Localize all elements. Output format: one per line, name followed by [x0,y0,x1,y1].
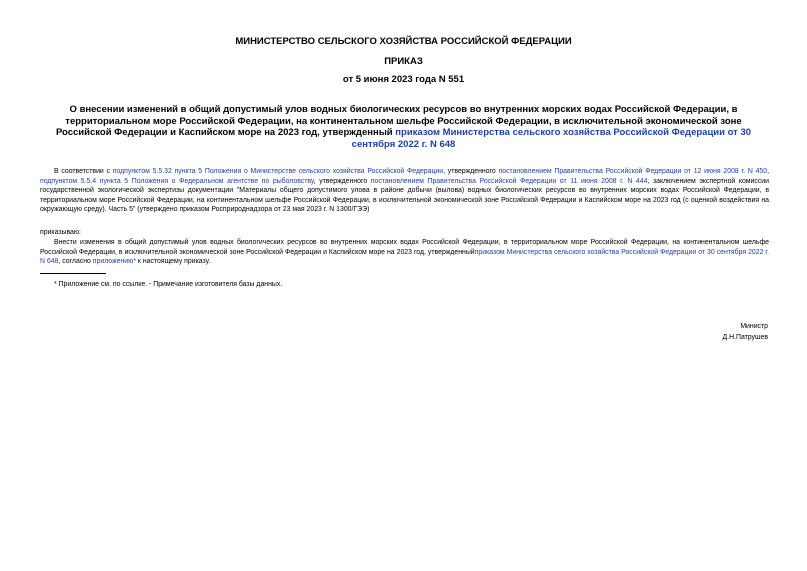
signature-block [723,322,768,343]
preamble-link-ministry-regulation[interactable]: подпунктом 5.5.32 пункта 5 Положения о Министерстве сельского хозяйства Российской Федерации [112,168,444,175]
directive-paragraph [40,238,769,267]
preamble-text-2: , утвержденного [443,168,499,175]
directive-text-3: к настоящему приказу. [136,258,211,266]
title-order-link[interactable]: приказом Министерства сельского хозяйства Российской Федерации от 30 сентября 2022 г. N 648 [351,127,752,150]
directive-text-1: Внести изменения в общий допустимый улов водных биологических ресурсов во внутренних морских водах Российской Федерации, в территориальном море Российской Федерации, на континентальном шельфе Российской Федерации, в исключительной экономической зоне Российской Федерации и Каспийском море на 2023 год, утвержденный [40,239,769,256]
preamble-text-5: , заключением экспертной комиссии государственной экологической экспертизы документации "Материалы общего допустимого улова в районе добычи (вылова) водных биологических ресурсов во внутренних морских водах Российской Федерации, в территориальном море Российской Федерации, на континентальном шельфе Российской Федерации, в исключительной экономической зоне Российской Федерации и Каспийском море на 2023 год (с оценкой воздействия на окружающую среду). Часть 5" (утверждено приказом Росприроднадзора от 23 мая 2023 г. N 1300/ГЭЭ) [40,177,769,214]
preamble-link-agency-regulation[interactable]: подпунктом 5.5.4 пункта 5 Положения о Федеральном агентстве по рыболовству [40,177,314,185]
preamble-link-resolution-444[interactable]: постановлением Правительства Российской Федерации от 11 июня 2008 г. N 444 [370,177,648,185]
directive-link-appendix[interactable]: приложению* [92,258,137,266]
signature-position: Министр [740,323,768,330]
footnote: * Приложение см. по ссылке. - Примечание изготовителя базы данных. [54,281,283,288]
document-date-number: от 5 июня 2023 года N 551 [342,74,465,85]
signature-name: Д.Н.Патрушев [722,333,768,341]
ministry-name: МИНИСТЕРСТВО СЕЛЬСКОГО ХОЗЯЙСТВА РОССИЙСКОЙ ФЕДЕРАЦИИ [235,36,572,47]
preamble-text-1: В соответствии с [54,168,113,175]
directive-link-order-648[interactable]: приказом Министерства сельского хозяйства Российской Федерации от 30 сентября 2022 г. N 648 [40,248,770,266]
order-word: приказываю: [40,229,81,236]
document-type: ПРИКАЗ [384,56,423,67]
document-title [40,104,767,150]
title-text: О внесении изменений в общий допустимый улов водных биологических ресурсов во внутренних морских водах Российской Федерации, в территориальном море Российской Федерации, на континентальном шельфе Российской Федерации, в исключительной экономической зоне Российской Федерации и Каспийском море на 2023 год, утвержденный [55,104,742,138]
preamble-text-3: , [767,168,769,175]
preamble-paragraph [40,167,769,215]
preamble-link-resolution-450[interactable]: постановлением Правительства Российской Федерации от 12 июня 2008 г. N 450 [498,168,768,175]
preamble-text-4: , утвержденного [313,177,371,185]
directive-text-2: , согласно [58,258,93,266]
footnote-divider [40,273,106,274]
